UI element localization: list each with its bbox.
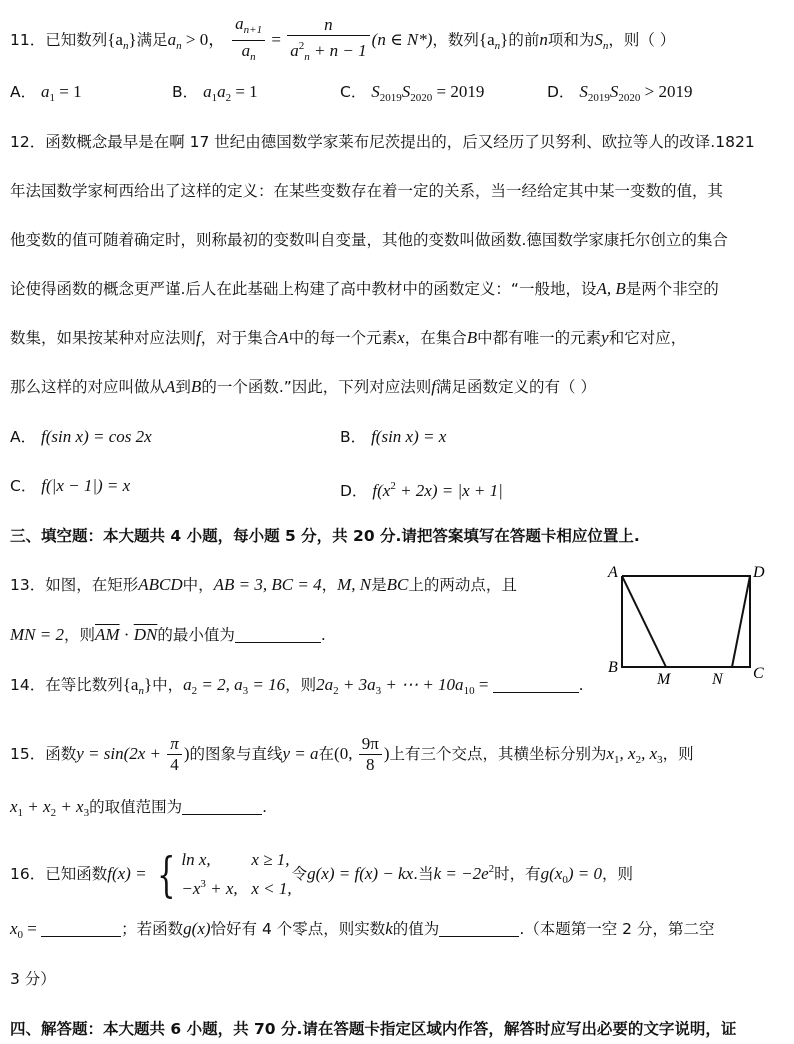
q12-line-6c: 的一个函数.”因此，下列对应法则 [201, 378, 432, 396]
q11-option-a-sub: 1 [49, 92, 56, 104]
q14-s1: 2 [333, 685, 339, 697]
q12-option-a-label: A． [10, 428, 37, 446]
q11-domain: (n ∈ N*) [371, 30, 433, 49]
q12-B-2: B [190, 377, 202, 396]
q11-option-d [547, 80, 692, 110]
q16-case2sup: 3 [200, 878, 206, 890]
q12-line-6b: 到 [175, 378, 191, 396]
q11-option-d-expr: S [579, 82, 588, 101]
section-4-heading: 四、解答题：本大题共 6 小题，共 70 分.请在答题卡指定区域内作答，解答时应写出必要的文字说明，证 [10, 1020, 737, 1038]
q16-line-2d: .（本题第一空 2 分，第二空 [519, 920, 715, 938]
q14-c: ，则 [285, 676, 317, 694]
q14-s2: 3 [375, 685, 382, 697]
q14-b: 中， [152, 676, 184, 694]
q12-line-3: 他变数的值可随着确定时，则称最初的变数叫自变量，其他的变数叫做函数.德国数学家康托尔创立的集合 [10, 231, 728, 249]
q12-line-5d: ，在集合 [404, 329, 467, 347]
q12-line-5 [10, 327, 686, 349]
q11-gt0: > 0， [181, 30, 226, 49]
q16-gx0: g(x [540, 864, 563, 883]
q13-mn-eq: MN = 2 [10, 625, 64, 644]
q11-frac2-den-sup: 2 [298, 39, 305, 52]
q11-option-b-rest: = 1 [231, 82, 258, 101]
q14-seq: {a [122, 675, 139, 694]
q11-frac2 [287, 15, 369, 67]
q15-b: 的图象与直线 [189, 745, 283, 763]
label-B: B [608, 659, 618, 676]
q15-x1: 1 [614, 754, 620, 766]
q16-answer-blank-1[interactable] [41, 920, 121, 937]
q16-ksup: 2 [488, 863, 495, 875]
q11-seq-close: } [128, 30, 137, 49]
q12-line-5f: 和它对应， [608, 329, 687, 347]
q15-xs: x [606, 744, 615, 763]
q15-int-num: 9π [359, 734, 382, 755]
q16-cases [181, 848, 291, 901]
q15-xsep2: , x [641, 744, 658, 763]
q12-option-c-expr: f(|x − 1|) = x [41, 476, 131, 495]
q12-option-d-sup: 2 [390, 480, 396, 492]
q11-option-b-sub: 1 [211, 92, 218, 104]
q12-option-a [10, 425, 152, 449]
q12-line-5b: ，对于集合 [200, 329, 279, 347]
q11-seq-sub: n [122, 40, 129, 52]
q12-option-a-expr: f(sin x) = cos 2x [41, 427, 152, 446]
label-M: M [657, 671, 671, 688]
q13-line-2-end: . [320, 626, 326, 644]
q16-case2c: x < 1, [251, 879, 292, 898]
q15-pi-frac [167, 734, 182, 775]
q11-option-d-mid: S [609, 82, 619, 101]
q15-line-eq: y = a [282, 744, 319, 763]
q11-option-b-label: B． [172, 83, 199, 101]
q14-line [10, 674, 584, 702]
q12-line-5a: 数集，如果按某种对应法则 [10, 329, 197, 347]
q14-seq-sub: n [138, 685, 144, 697]
q11-cond-text: 满足 [136, 31, 168, 49]
rectangle-abcd [622, 576, 750, 667]
q12-A-2: A [165, 377, 176, 396]
q13-mn: M, N [337, 575, 372, 594]
q14-cond: a [183, 675, 192, 694]
q15-a: 15．函数 [10, 745, 77, 763]
q16-gx0b: ) = 0 [567, 864, 602, 883]
label-A: A [608, 564, 618, 581]
q13-line-1d: 是 [371, 576, 387, 594]
q12-A: A [278, 328, 289, 347]
q11-frac2-num: n [287, 15, 369, 36]
q11-frac1-num-sub: n+1 [243, 24, 263, 36]
q11-option-c-label: C． [340, 83, 367, 101]
q12-option-d-expr-a: f(x [372, 481, 391, 500]
q15-xsep1: , x [619, 744, 636, 763]
q12-f: f [196, 328, 201, 347]
q12-B: B [466, 328, 478, 347]
q11-option-d-rest: > 2019 [640, 82, 693, 101]
q15-d: 上有三个交点，其横坐标分别为 [389, 745, 607, 763]
q12-y: y [601, 328, 609, 347]
q11-frac1 [232, 14, 265, 67]
q14-end: . [578, 676, 584, 694]
q12-option-d-expr-b: + 2x) = |x + 1| [395, 481, 503, 500]
q11-option-a [10, 80, 82, 110]
q11-S: S [594, 30, 603, 49]
section-3-heading: 三、填空题：本大题共 4 小题，每小题 5 分，共 20 分.请把答案填写在答题卡相应位置上. [10, 527, 640, 545]
q15-f1: y = sin(2x + [76, 744, 166, 763]
q11-option-a-expr: a [41, 82, 50, 101]
q15-x-sum-a: x [10, 797, 18, 816]
q12-line-5e: 中都有唯一的元素 [477, 329, 602, 347]
q13-vector-am: $\overline{AM}$ [95, 625, 120, 644]
q11-option-c-mid: S [401, 82, 411, 101]
q12-option-c-label: C． [10, 477, 37, 495]
q14-cond3: = 16 [248, 675, 286, 694]
q15-int1: (0, [334, 744, 357, 763]
q13-bc: BC [386, 575, 409, 594]
q12-x: x [397, 328, 405, 347]
q11-frac2-den-a: a [290, 40, 299, 60]
q11-an-sub: n [176, 40, 182, 52]
q11-frac1-den-sub: n [250, 51, 256, 63]
q11-option-d-sub: 2019 [587, 92, 610, 104]
q15-x2: 2 [635, 754, 642, 766]
q15-l2s2: 2 [50, 807, 57, 819]
q15-int-frac [359, 734, 382, 775]
q13-line-2b: 的最小值为 [157, 626, 235, 644]
q11-seq-2-close: } [500, 30, 509, 49]
q11-option-a-rest: = 1 [55, 82, 82, 101]
q14-sum4: = [474, 675, 493, 694]
segment-am [622, 576, 666, 667]
q12-f-2: f [431, 377, 437, 396]
q15-line-2-end: . [262, 798, 268, 816]
q15-x3: 3 [657, 754, 663, 766]
q14-s3: 10 [463, 685, 475, 697]
q12-option-d-label: D． [340, 482, 368, 500]
q12-line-4a: 论使得函数的概念更严谨.后人在此基础上构建了高中教材中的函数定义：“一般地，设 [10, 280, 597, 298]
q16-case1b: x ≥ 1, [251, 850, 290, 869]
q16-brace: { [156, 846, 176, 903]
label-D: D [753, 564, 765, 581]
q11-stem [10, 14, 675, 67]
q13-answer-blank[interactable] [235, 626, 321, 643]
q16-a: 16．已知函数 [10, 865, 108, 883]
q16-line-3: 3 分） [10, 970, 56, 988]
q14-a: 14．在等比数列 [10, 676, 123, 694]
q15-c: 在 [318, 745, 335, 763]
q13-line-2 [10, 624, 326, 646]
q16-k: k = −2e [433, 864, 489, 883]
q15-pi-den: 4 [170, 755, 179, 774]
q11-option-b-sub2: 2 [225, 92, 232, 104]
q12-line-4b: 是两个非空的 [625, 280, 719, 298]
q13-line-2a: ，则 [63, 626, 95, 644]
q11-an: a [167, 30, 177, 49]
q14-sum3: + ⋯ + 10a [381, 675, 464, 694]
q12-option-c [10, 474, 130, 498]
q11-option-c [340, 80, 484, 110]
q13-line-1b: 中， [182, 576, 214, 594]
q16-d: 时，有 [494, 865, 541, 883]
q11-option-a-label: A． [10, 83, 37, 101]
q15-e: ，则 [662, 745, 694, 763]
q14-sum2: + 3a [338, 675, 376, 694]
q16-case1a: ln x, [181, 850, 211, 869]
q11-text4: 项和为 [547, 31, 595, 49]
q11-option-c-sub2: 2020 [410, 92, 433, 104]
q12-option-b-label: B． [340, 428, 367, 446]
q11-n: n [539, 30, 548, 49]
q11-option-b [172, 80, 258, 110]
q15-int2: ) [383, 744, 390, 763]
q16-fx: f(x) = [107, 864, 151, 883]
q15-pi-num: π [167, 734, 182, 755]
q11-text2: ，数列 [432, 31, 479, 49]
q11-frac2-den-sub: n [304, 50, 310, 63]
q14-seq-close: } [143, 675, 153, 694]
q16-line-2g: g(x) [183, 919, 211, 938]
q11-option-c-expr: S [371, 82, 380, 101]
q14-cond2: = 2, a [197, 675, 243, 694]
q12-option-b [340, 425, 446, 449]
q12-line-1: 12．函数概念最早是在啊 17 世纪由德国数学家莱布尼茨提出的，后又经历了贝努利、欧拉等人的改译.1821 [10, 133, 755, 151]
q11-option-c-sub: 2019 [379, 92, 402, 104]
q12-line-4m: A, B [596, 279, 626, 298]
q13-line-1a: 13．如图，在矩形 [10, 576, 139, 594]
q16-c: .当 [413, 865, 434, 883]
q13-vector-dn: $\overline{DN}$ [133, 625, 158, 644]
q16-answer-blank-2[interactable] [439, 920, 519, 937]
q13-dot: · [119, 625, 134, 644]
q11-frac2-den-rest: + n − 1 [309, 40, 367, 60]
q11-frac1-den: a [241, 41, 251, 60]
q11-option-c-rest: = 2019 [432, 82, 485, 101]
q16-x0: x [10, 919, 18, 938]
q15-f2: ) [183, 744, 190, 763]
q16-line-2c: 的值为 [392, 920, 440, 938]
q16-case2b: + x, [205, 879, 238, 898]
q15-line-1 [10, 734, 694, 775]
q16-line-2b: 恰好有 4 个零点，则实数 [210, 920, 386, 938]
q15-l2s1: 1 [17, 807, 24, 819]
q13-abcd: ABCD [138, 575, 183, 594]
q12-option-d [340, 474, 503, 503]
q11-S-sub: n [602, 40, 609, 52]
q15-l2s3: 3 [83, 807, 90, 819]
q12-line-4 [10, 278, 719, 300]
q13-line-1e: 上的两动点，且 [408, 576, 517, 594]
q12-line-6 [10, 376, 596, 398]
q16-l2eq: = [23, 919, 42, 938]
q15-line-2 [10, 796, 267, 824]
segment-dn [732, 576, 750, 667]
q16-line-2 [10, 918, 714, 946]
q11-seq-2-sub: n [494, 40, 501, 52]
q11-option-b-mid: a [217, 82, 226, 101]
q16-line-1 [10, 845, 633, 904]
q15-l2p1: + x [23, 797, 51, 816]
q16-gx: g(x) = f(x) − kx [307, 864, 414, 883]
label-N: N [712, 671, 723, 688]
q15-answer-blank[interactable] [182, 798, 262, 815]
q14-c1: 2 [191, 685, 198, 697]
q13-line-1c: ， [321, 576, 338, 594]
q14-sum1: 2a [316, 675, 334, 694]
q12-line-5c: 中的每一个元素 [288, 329, 398, 347]
q12-line-6a: 那么这样的对应叫做从 [10, 378, 166, 396]
q13-cond: AB = 3, BC = 4 [213, 575, 322, 594]
q11-lead: 11．已知数列 [10, 31, 108, 49]
q11-seq: {a [107, 30, 123, 49]
q16-b: 令 [291, 865, 308, 883]
q16-l2sub: 0 [17, 929, 24, 941]
q15-line-2a: 的取值范围为 [89, 798, 183, 816]
q11-option-d-sub2: 2020 [618, 92, 641, 104]
q14-answer-blank[interactable] [493, 676, 579, 693]
q11-eq: = [267, 30, 286, 49]
q13-rectangle-figure [600, 560, 790, 690]
q11-option-d-label: D． [547, 83, 575, 101]
q11-text5: ，则（ ） [608, 31, 676, 49]
q16-x0sub: 0 [562, 874, 568, 886]
q12-option-b-expr: f(sin x) = x [371, 427, 447, 446]
label-C: C [753, 665, 764, 682]
q11-seq-2: {a [478, 30, 495, 49]
q16-line-2a: ；若函数 [121, 920, 184, 938]
q11-option-b-expr: a [203, 82, 212, 101]
q12-line-2: 年法国数学家柯西给出了这样的定义：在某些变数存在着一定的关系，当一经给定其中某一变数的值，其 [10, 182, 724, 200]
q12-line-6d: 满足函数定义的有（ ） [436, 378, 596, 396]
q16-line-2k: k [385, 919, 393, 938]
q15-l2p2: + x [56, 797, 84, 816]
q11-frac1-num: a [235, 14, 244, 33]
q16-e: ，则 [602, 865, 634, 883]
q15-int-den: 8 [366, 755, 375, 774]
q16-case2a: −x [181, 879, 201, 898]
q13-line-1 [10, 574, 517, 596]
q14-c2: 3 [242, 685, 249, 697]
q11-text3: 的前 [508, 31, 540, 49]
